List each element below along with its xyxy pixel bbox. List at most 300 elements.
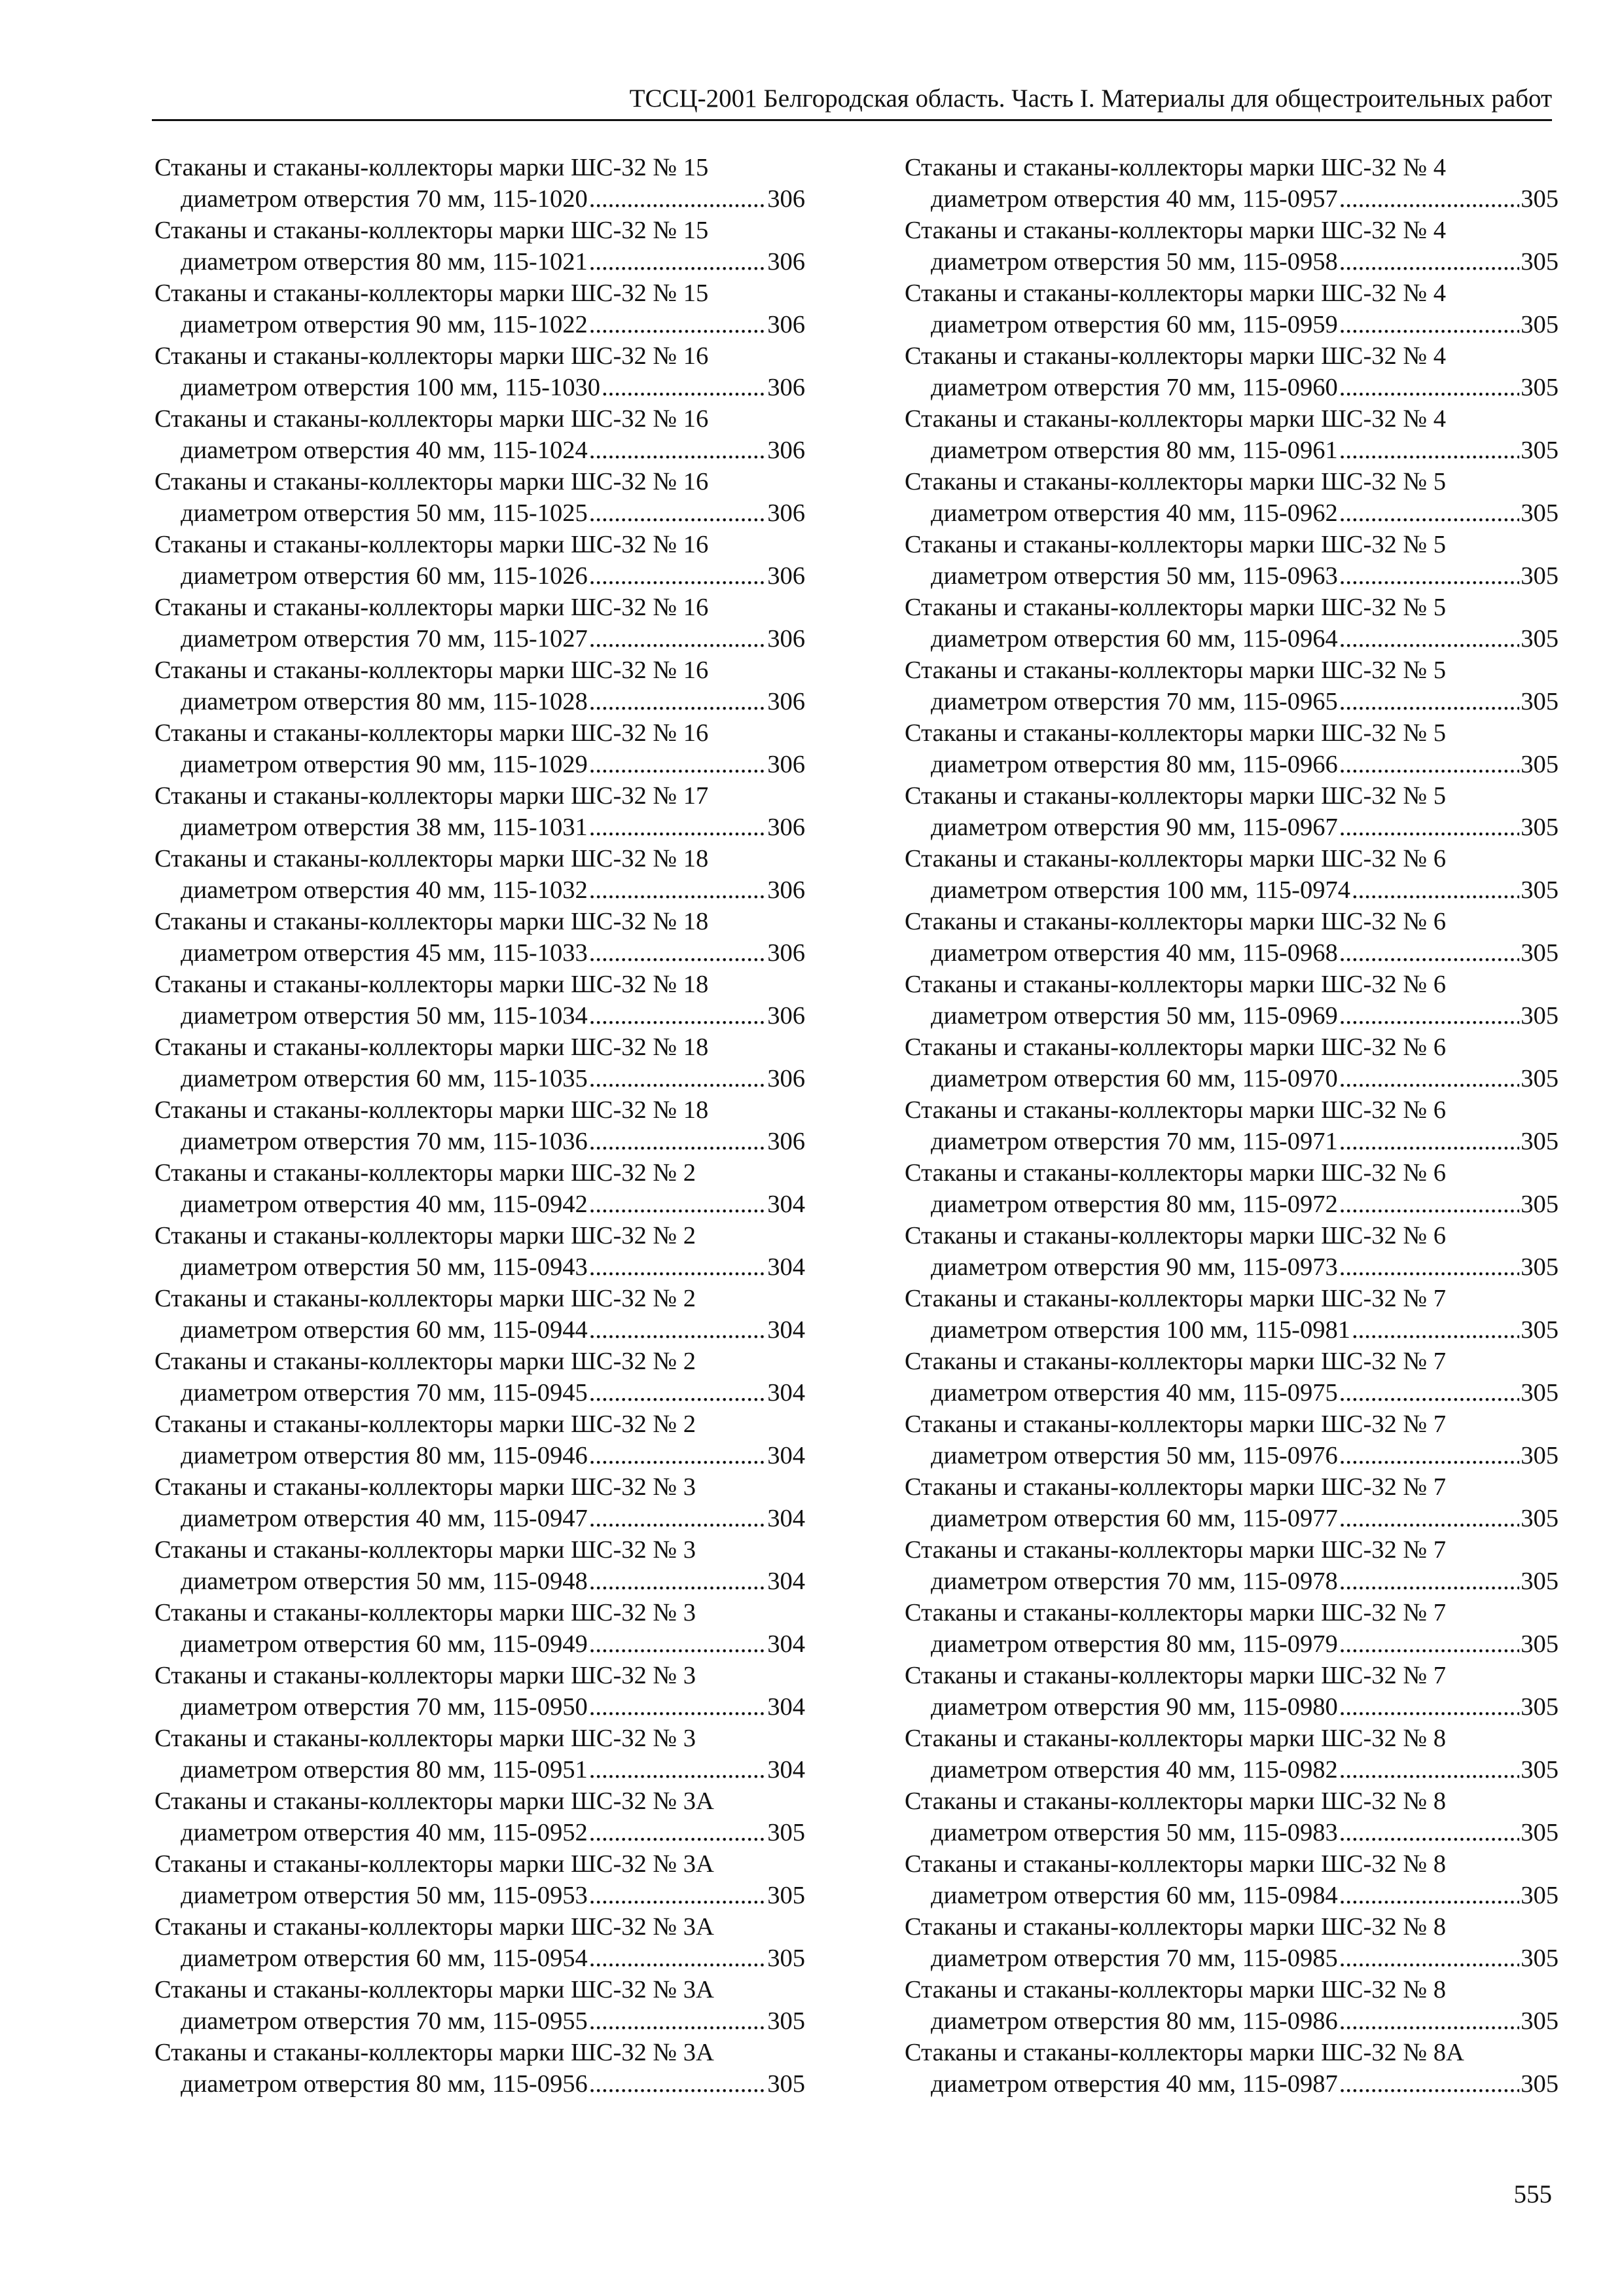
dot-leader [1339,812,1520,843]
entry-page-number: 305 [1521,437,1559,464]
dot-leader [1339,937,1520,969]
entry-detail-line [154,1440,805,1471]
entry-title: Стаканы и стаканы-коллекторы марки ШС-32 № 3А [154,1787,714,1815]
entry-page-number: 305 [1521,939,1559,967]
entry-detail: диаметром отверстия 40 мм, 115-0982 [931,1756,1338,1784]
entry-title: Стаканы и стаканы-коллекторы марки ШС-32 № 3 [154,1536,696,1564]
entry-detail: диаметром отверстия 60 мм, 115-0944 [181,1316,588,1344]
entry-detail: диаметром отверстия 70 мм, 115-0985 [931,1945,1338,1972]
entry-title: Стаканы и стаканы-коллекторы марки ШС-32 № 4 [905,279,1447,307]
dot-leader [1339,1691,1520,1723]
index-entry [905,717,1559,780]
entry-detail: диаметром отверстия 40 мм, 115-0952 [181,1819,588,1846]
index-entry [154,969,805,1031]
entry-title: Стаканы и стаканы-коллекторы марки ШС-32 № 5 [905,782,1447,810]
entry-detail: диаметром отверстия 100 мм, 115-0981 [931,1316,1350,1344]
dot-leader [589,1691,767,1723]
entry-detail: диаметром отверстия 70 мм, 115-0945 [181,1379,588,1407]
entry-detail: диаметром отверстия 70 мм, 115-0950 [181,1693,588,1721]
entry-title: Стаканы и стаканы-коллекторы марки ШС-32 № 16 [154,594,709,621]
entry-detail: диаметром отверстия 80 мм, 115-0946 [181,1442,588,1469]
entry-title: Стаканы и стаканы-коллекторы марки ШС-32 № 8 [905,1976,1447,2003]
entry-detail: диаметром отверстия 90 мм, 115-1022 [181,311,588,338]
entry-page-number: 305 [1521,248,1559,276]
entry-detail-line [154,246,805,278]
entry-detail-line [905,183,1559,215]
index-entry [905,466,1559,529]
index-entry [905,780,1559,843]
index-entry [905,340,1559,403]
entry-page-number: 305 [1521,1065,1559,1092]
entry-detail-line [905,1377,1559,1408]
dot-leader [1339,1126,1520,1157]
dot-leader [589,497,767,529]
entry-detail-line [154,1063,805,1094]
entry-title: Стаканы и стаканы-коллекторы марки ШС-32 № 6 [905,908,1447,935]
entry-detail-line [154,560,805,592]
index-entry [905,592,1559,655]
index-entry [905,215,1559,278]
entry-title: Стаканы и стаканы-коллекторы марки ШС-32 № 17 [154,782,709,810]
index-entry [154,655,805,717]
entry-detail: диаметром отверстия 100 мм, 115-1030 [181,374,600,401]
entry-title: Стаканы и стаканы-коллекторы марки ШС-32 № 4 [905,342,1447,370]
dot-leader [589,2068,767,2100]
entry-page-number: 305 [767,2070,805,2098]
entry-title: Стаканы и стаканы-коллекторы марки ШС-32 № 18 [154,845,709,872]
index-entry [905,529,1559,592]
entry-detail-line [905,1251,1559,1283]
entry-page-number: 306 [767,311,805,338]
header-title: ТССЦ-2001 Белгородская область. Часть I. Материалы для общестроительных работ [629,84,1552,113]
index-entry [905,1031,1559,1094]
entry-detail-line [905,1126,1559,1157]
dot-leader [1339,497,1520,529]
entry-detail-line [905,435,1559,466]
dot-leader [589,812,767,843]
entry-title: Стаканы и стаканы-коллекторы марки ШС-32 № 5 [905,656,1447,684]
entry-title: Стаканы и стаканы-коллекторы марки ШС-32 № 2 [154,1285,696,1312]
entry-detail: диаметром отверстия 40 мм, 115-0987 [931,2070,1338,2098]
dot-leader [1339,1566,1520,1597]
entry-page-number: 305 [1521,1630,1559,1658]
entry-detail-line [154,1189,805,1220]
entry-detail-line [154,1691,805,1723]
index-entry [154,1974,805,2037]
entry-detail-line [905,1440,1559,1471]
entry-page-number: 305 [1521,499,1559,527]
index-entry [154,2037,805,2100]
dot-leader [589,1628,767,1660]
dot-leader [589,1251,767,1283]
entry-detail: диаметром отверстия 60 мм, 115-0954 [181,1945,588,1972]
entry-title: Стаканы и стаканы-коллекторы марки ШС-32 № 3 [154,1725,696,1752]
entry-title: Стаканы и стаканы-коллекторы марки ШС-32 № 16 [154,531,709,558]
entry-detail-line [154,812,805,843]
dot-leader [589,1063,767,1094]
entry-page-number: 306 [767,248,805,276]
entry-title: Стаканы и стаканы-коллекторы марки ШС-32 № 4 [905,405,1447,433]
entry-page-number: 304 [767,1316,805,1344]
dot-leader [1339,1189,1520,1220]
dot-leader [589,1440,767,1471]
entry-detail-line [905,1691,1559,1723]
entry-detail: диаметром отверстия 50 мм, 115-1034 [181,1002,588,1030]
entry-title: Стаканы и стаканы-коллекторы марки ШС-32 № 3А [154,1976,714,2003]
entry-page-number: 306 [767,1128,805,1155]
entry-detail-line [154,1000,805,1031]
dot-leader [589,937,767,969]
entry-title: Стаканы и стаканы-коллекторы марки ШС-32 № 3 [154,1473,696,1501]
entry-title: Стаканы и стаканы-коллекторы марки ШС-32 № 6 [905,1222,1447,1249]
index-column-left [154,152,805,2100]
index-entry [154,592,805,655]
dot-leader [1339,2005,1520,2037]
dot-leader [589,1503,767,1534]
entry-detail-line [905,309,1559,340]
entry-detail-line [154,1754,805,1785]
entry-detail-line [154,1566,805,1597]
entry-detail: диаметром отверстия 90 мм, 115-0967 [931,814,1338,841]
entry-detail: диаметром отверстия 60 мм, 115-0949 [181,1630,588,1658]
dot-leader [589,246,767,278]
entry-detail-line [154,2068,805,2100]
entry-title: Стаканы и стаканы-коллекторы марки ШС-32 № 7 [905,1348,1447,1375]
dot-leader [1339,1063,1520,1094]
index-entry [905,1346,1559,1408]
entry-detail: диаметром отверстия 80 мм, 115-0979 [931,1630,1338,1658]
entry-page-number: 304 [767,1191,805,1218]
entry-title: Стаканы и стаканы-коллекторы марки ШС-32 № 8 [905,1787,1447,1815]
index-entry [905,1408,1559,1471]
entry-detail: диаметром отверстия 50 мм, 115-0963 [931,562,1338,590]
index-entry [154,1785,805,1848]
entry-detail-line [905,1817,1559,1848]
entry-page-number: 304 [767,1756,805,1784]
entry-page-number: 305 [1521,2070,1559,2098]
entry-detail: диаметром отверстия 70 мм, 115-0965 [931,688,1338,715]
index-entry [154,1283,805,1346]
entry-title: Стаканы и стаканы-коллекторы марки ШС-32 № 18 [154,1033,709,1061]
entry-detail: диаметром отверстия 100 мм, 115-0974 [931,876,1350,904]
index-entry [154,466,805,529]
dot-leader [1352,1314,1519,1346]
entry-detail: диаметром отверстия 60 мм, 115-1035 [181,1065,588,1092]
entry-detail: диаметром отверстия 40 мм, 115-1032 [181,876,588,904]
index-entry [905,1660,1559,1723]
entry-page-number: 305 [1521,1128,1559,1155]
entry-title: Стаканы и стаканы-коллекторы марки ШС-32 № 8 [905,1725,1447,1752]
index-entry [154,1534,805,1597]
entry-detail-line [905,1189,1559,1220]
entry-title: Стаканы и стаканы-коллекторы марки ШС-32 № 6 [905,1159,1447,1187]
entry-detail: диаметром отверстия 70 мм, 115-0960 [931,374,1338,401]
entry-detail-line [905,1754,1559,1785]
entry-detail-line [154,1126,805,1157]
index-entry [905,969,1559,1031]
entry-page-number: 304 [767,1693,805,1721]
entry-title: Стаканы и стаканы-коллекторы марки ШС-32 № 3А [154,1913,714,1941]
dot-leader [589,1189,767,1220]
dot-leader [589,560,767,592]
entry-page-number: 305 [1521,1693,1559,1721]
entry-detail-line [154,2005,805,2037]
entry-title: Стаканы и стаканы-коллекторы марки ШС-32 № 3А [154,1850,714,1878]
entry-page-number: 305 [1521,751,1559,778]
entry-detail-line [905,874,1559,906]
entry-title: Стаканы и стаканы-коллекторы марки ШС-32 № 6 [905,845,1447,872]
entry-page-number: 306 [767,562,805,590]
index-entry [905,1785,1559,1848]
entry-detail: диаметром отверстия 80 мм, 115-0966 [931,751,1338,778]
dot-leader [589,1817,767,1848]
entry-title: Стаканы и стаканы-коллекторы марки ШС-32 № 16 [154,405,709,433]
dot-leader [602,372,766,403]
index-entry [905,1157,1559,1220]
index-entry [154,1848,805,1911]
index-entry [154,215,805,278]
entry-title: Стаканы и стаканы-коллекторы марки ШС-32 № 4 [905,217,1447,244]
entry-detail: диаметром отверстия 90 мм, 115-0980 [931,1693,1338,1721]
entry-title: Стаканы и стаканы-коллекторы марки ШС-32 № 6 [905,971,1447,998]
index-entry [154,278,805,340]
entry-detail-line [154,435,805,466]
entry-detail: диаметром отверстия 60 мм, 115-1026 [181,562,588,590]
entry-page-number: 305 [1521,185,1559,213]
entry-detail-line [905,372,1559,403]
entry-detail: диаметром отверстия 60 мм, 115-0984 [931,1882,1338,1909]
entry-detail: диаметром отверстия 50 мм, 115-1025 [181,499,588,527]
entry-detail-line [154,1880,805,1911]
entry-page-number: 306 [767,939,805,967]
index-entry [154,403,805,466]
entry-title: Стаканы и стаканы-коллекторы марки ШС-32 № 2 [154,1410,696,1438]
entry-title: Стаканы и стаканы-коллекторы марки ШС-32 № 8А [905,2039,1464,2066]
entry-page-number: 305 [1521,2007,1559,2035]
dot-leader [1339,623,1520,655]
index-entry [154,1346,805,1408]
entry-detail: диаметром отверстия 60 мм, 115-0977 [931,1505,1338,1532]
index-entry [154,1157,805,1220]
entry-detail-line [154,1628,805,1660]
entry-detail: диаметром отверстия 50 мм, 115-0976 [931,1442,1338,1469]
dot-leader [589,435,767,466]
entry-detail: диаметром отверстия 90 мм, 115-0973 [931,1253,1338,1281]
entry-page-number: 306 [767,688,805,715]
dot-leader [589,623,767,655]
entry-page-number: 305 [767,1945,805,1972]
entry-page-number: 305 [1521,1505,1559,1532]
entry-page-number: 306 [767,751,805,778]
entry-detail-line [905,937,1559,969]
entry-page-number: 305 [767,1819,805,1846]
entry-detail: диаметром отверстия 70 мм, 115-0955 [181,2007,588,2035]
dot-leader [1339,1754,1520,1785]
entry-detail: диаметром отверстия 80 мм, 115-0956 [181,2070,588,2098]
entry-title: Стаканы и стаканы-коллекторы марки ШС-32 № 8 [905,1913,1447,1941]
entry-page-number: 306 [767,1002,805,1030]
dot-leader [589,1880,767,1911]
entry-page-number: 305 [1521,1442,1559,1469]
entry-detail: диаметром отверстия 38 мм, 115-1031 [181,814,588,841]
entry-page-number: 305 [1521,1756,1559,1784]
entry-detail: диаметром отверстия 40 мм, 115-0957 [931,185,1338,213]
entry-page-number: 305 [767,2007,805,2035]
dot-leader [1339,309,1520,340]
entry-title: Стаканы и стаканы-коллекторы марки ШС-32 № 7 [905,1536,1447,1564]
entry-detail: диаметром отверстия 50 мм, 115-0948 [181,1568,588,1595]
entry-title: Стаканы и стаканы-коллекторы марки ШС-32 № 7 [905,1473,1447,1501]
entry-page-number: 306 [767,374,805,401]
entry-title: Стаканы и стаканы-коллекторы марки ШС-32 № 7 [905,1662,1447,1689]
entry-title: Стаканы и стаканы-коллекторы марки ШС-32 № 15 [154,217,709,244]
dot-leader [589,749,767,780]
index-entry [154,1471,805,1534]
entry-page-number: 305 [1521,1002,1559,1030]
dot-leader [1339,1628,1520,1660]
entry-title: Стаканы и стаканы-коллекторы марки ШС-32 № 16 [154,342,709,370]
entry-detail: диаметром отверстия 50 мм, 115-0943 [181,1253,588,1281]
entry-detail-line [905,497,1559,529]
entry-page-number: 305 [1521,688,1559,715]
entry-detail: диаметром отверстия 80 мм, 115-0972 [931,1191,1338,1218]
entry-page-number: 305 [1521,1945,1559,1972]
entry-detail: диаметром отверстия 60 мм, 115-0964 [931,625,1338,653]
entry-detail-line [154,183,805,215]
entry-detail: диаметром отверстия 50 мм, 115-0969 [931,1002,1338,1030]
dot-leader [589,183,767,215]
index-entry [905,1283,1559,1346]
entry-title: Стаканы и стаканы-коллекторы марки ШС-32 № 3А [154,2039,714,2066]
entry-detail-line [905,2068,1559,2100]
entry-detail-line [905,623,1559,655]
entry-page-number: 306 [767,1065,805,1092]
entry-title: Стаканы и стаканы-коллекторы марки ШС-32 № 4 [905,154,1447,181]
index-entry [154,906,805,969]
index-entry [905,1723,1559,1785]
index-entry [154,1408,805,1471]
dot-leader [1339,1377,1520,1408]
entry-page-number: 305 [1521,1819,1559,1846]
entry-page-number: 306 [767,814,805,841]
entry-page-number: 305 [1521,311,1559,338]
entry-detail-line [154,1943,805,1974]
entry-title: Стаканы и стаканы-коллекторы марки ШС-32 № 3 [154,1662,696,1689]
dot-leader [589,1314,767,1346]
entry-detail: диаметром отверстия 60 мм, 115-0959 [931,311,1338,338]
entry-detail-line [154,749,805,780]
entry-title: Стаканы и стаканы-коллекторы марки ШС-32 № 7 [905,1410,1447,1438]
index-entry [154,717,805,780]
entry-detail: диаметром отверстия 80 мм, 115-0951 [181,1756,588,1784]
entry-detail-line [154,372,805,403]
index-entry [154,1597,805,1660]
index-entry [905,278,1559,340]
entry-detail: диаметром отверстия 40 мм, 115-1024 [181,437,588,464]
index-entry [905,843,1559,906]
entry-detail-line [154,1314,805,1346]
dot-leader [1339,246,1520,278]
entry-page-number: 305 [1521,1253,1559,1281]
dot-leader [1339,2068,1520,2100]
index-entry [154,1031,805,1094]
index-entry [905,1094,1559,1157]
entry-detail: диаметром отверстия 40 мм, 115-0942 [181,1191,588,1218]
entry-detail-line [154,497,805,529]
dot-leader [589,1000,767,1031]
entry-detail: диаметром отверстия 50 мм, 115-0958 [931,248,1338,276]
entry-detail-line [905,812,1559,843]
entry-detail-line [905,1000,1559,1031]
entry-detail: диаметром отверстия 70 мм, 115-0978 [931,1568,1338,1595]
entry-page-number: 305 [1521,374,1559,401]
entry-detail-line [905,1063,1559,1094]
index-entry [905,655,1559,717]
dot-leader [589,1566,767,1597]
entry-detail: диаметром отверстия 50 мм, 115-0953 [181,1882,588,1909]
index-entry [154,529,805,592]
entry-detail-line [905,2005,1559,2037]
entry-detail: диаметром отверстия 40 мм, 115-0968 [931,939,1338,967]
entry-detail: диаметром отверстия 40 мм, 115-0962 [931,499,1338,527]
entry-title: Стаканы и стаканы-коллекторы марки ШС-32 № 18 [154,908,709,935]
index-entry [154,340,805,403]
dot-leader [1339,1503,1520,1534]
index-entry [154,1220,805,1283]
entry-page-number: 305 [1521,1191,1559,1218]
entry-detail: диаметром отверстия 70 мм, 115-0971 [931,1128,1338,1155]
index-entry [905,1848,1559,1911]
running-header [152,77,1552,121]
entry-title: Стаканы и стаканы-коллекторы марки ШС-32 № 5 [905,719,1447,747]
entry-title: Стаканы и стаканы-коллекторы марки ШС-32 № 3 [154,1599,696,1626]
entry-detail-line [905,686,1559,717]
dot-leader [589,309,767,340]
entry-page-number: 304 [767,1253,805,1281]
entry-detail: диаметром отверстия 45 мм, 115-1033 [181,939,588,967]
entry-detail-line [905,1628,1559,1660]
index-entry [905,906,1559,969]
index-entry [154,1723,805,1785]
index-entry [905,1471,1559,1534]
entry-title: Стаканы и стаканы-коллекторы марки ШС-32 № 2 [154,1222,696,1249]
index-entry [905,152,1559,215]
dot-leader [1339,1943,1520,1974]
entry-title: Стаканы и стаканы-коллекторы марки ШС-32 № 7 [905,1285,1447,1312]
entry-page-number: 305 [1521,1379,1559,1407]
entry-detail: диаметром отверстия 70 мм, 115-1036 [181,1128,588,1155]
entry-detail: диаметром отверстия 70 мм, 115-1027 [181,625,588,653]
dot-leader [589,874,767,906]
dot-leader [589,1754,767,1785]
entry-page-number: 304 [767,1379,805,1407]
entry-page-number: 306 [767,625,805,653]
dot-leader [1339,1000,1520,1031]
entry-title: Стаканы и стаканы-коллекторы марки ШС-32 № 16 [154,468,709,495]
entry-detail-line [154,937,805,969]
entry-page-number: 304 [767,1630,805,1658]
dot-leader [589,686,767,717]
index-entry [154,1660,805,1723]
entry-detail: диаметром отверстия 40 мм, 115-0975 [931,1379,1338,1407]
entry-detail-line [905,246,1559,278]
entry-title: Стаканы и стаканы-коллекторы марки ШС-32 № 6 [905,1033,1447,1061]
entry-title: Стаканы и стаканы-коллекторы марки ШС-32 № 6 [905,1096,1447,1124]
entry-detail: диаметром отверстия 60 мм, 115-0970 [931,1065,1338,1092]
entry-detail: диаметром отверстия 50 мм, 115-0983 [931,1819,1338,1846]
entry-detail-line [905,1566,1559,1597]
entry-page-number: 306 [767,185,805,213]
